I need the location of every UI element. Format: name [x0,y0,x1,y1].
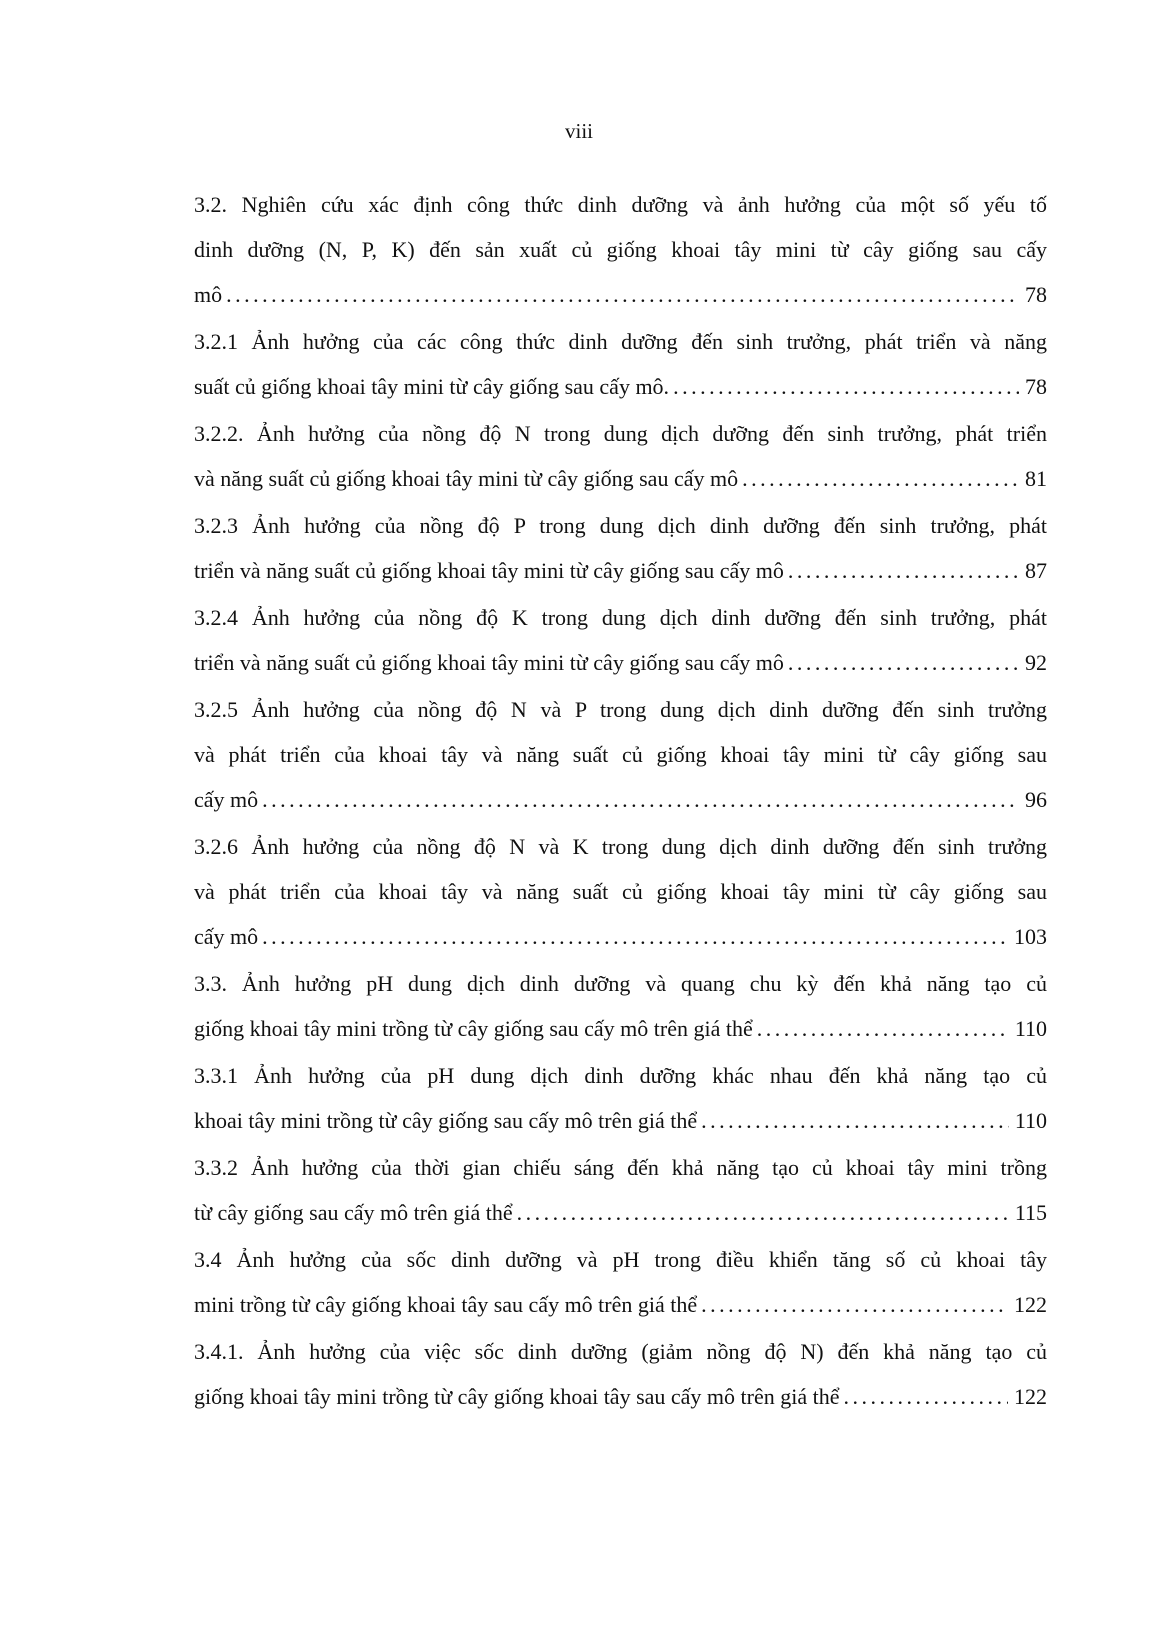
toc-entry-last-line [194,914,1047,959]
toc-entry-text: suất củ giống khoai tây mini từ cây giống sau cấy mô. [194,374,670,399]
toc-entry-line: dinh dưỡng (N, P, K) đến sản xuất củ giống khoai tây mini từ cây giống sau cấy [194,237,1047,262]
toc-entry-line: và phát triển của khoai tây và năng suất củ giống khoai tây mini từ cây giống sau [194,879,1047,904]
toc-entry[interactable] [194,595,1047,685]
toc-entry-line: 3.2.4 Ảnh hưởng của nồng độ K trong dung dịch dinh dưỡng đến sinh trưởng, phát [194,605,1047,630]
toc-entry-text: từ cây giống sau cấy mô trên giá thể [194,1200,513,1225]
toc-entry[interactable] [194,319,1047,409]
dot-leader [742,456,1019,501]
dot-leader [226,272,1019,317]
toc-entry-text: cấy mô [194,924,259,949]
toc-entry[interactable] [194,1053,1047,1143]
toc-page-number: 96 [1025,787,1047,812]
toc-entry-line: 3.3. Ảnh hưởng pH dung dịch dinh dưỡng và quang chu kỳ đến khả năng tạo củ [194,971,1047,996]
toc-entry-text: giống khoai tây mini trồng từ cây giống sau cấy mô trên giá thể [194,1016,753,1041]
toc-entry-last-line [194,364,1047,409]
toc-entry[interactable] [194,1329,1047,1419]
toc-entry[interactable] [194,1145,1047,1235]
toc-entry-line: 3.4.1. Ảnh hưởng của việc sốc dinh dưỡng (giảm nồng độ N) đến khả năng tạo củ [194,1339,1047,1364]
toc-entry-text: và năng suất củ giống khoai tây mini từ cây giống sau cấy mô [194,466,739,491]
toc-entry-line: 3.2.2. Ảnh hưởng của nồng độ N trong dung dịch dưỡng đến sinh trưởng, phát triển [194,421,1047,446]
toc-entry-text: mini trồng từ cây giống khoai tây sau cấy mô trên giá thể [194,1292,698,1317]
dot-leader [701,1282,1008,1327]
toc-page-number: 122 [1014,1384,1047,1409]
toc-entry-text: giống khoai tây mini trồng từ cây giống khoai tây sau cấy mô trên giá thể [194,1384,840,1409]
toc-page-number: 122 [1014,1292,1047,1317]
toc-page-number: 78 [1025,282,1047,307]
toc-entry-text: mô [194,282,223,307]
toc-entry-last-line [194,640,1047,685]
toc-entry-text: cấy mô [194,787,259,812]
toc-entry[interactable] [194,824,1047,959]
toc-page-number: 78 [1025,374,1047,399]
toc-entry-line: 3.2.5 Ảnh hưởng của nồng độ N và P trong dung dịch dinh dưỡng đến sinh trưởng [194,697,1047,722]
dot-leader [701,1098,1009,1143]
toc-page-number: 87 [1025,558,1047,583]
toc-entry-line: 3.3.1 Ảnh hưởng của pH dung dịch dinh dưỡng khác nhau đến khả năng tạo củ [194,1063,1047,1088]
toc-entry-text: khoai tây mini trồng từ cây giống sau cấy mô trên giá thể [194,1108,698,1133]
toc-entry-line: 3.2.1 Ảnh hưởng của các công thức dinh dưỡng đến sinh trưởng, phát triển và năng [194,329,1047,354]
toc-entry-line: 3.2.3 Ảnh hưởng của nồng độ P trong dung dịch dinh dưỡng đến sinh trưởng, phát [194,513,1047,538]
table-of-contents [194,182,1047,1421]
toc-entry-last-line [194,548,1047,593]
toc-entry[interactable] [194,411,1047,501]
toc-entry-text: triển và năng suất củ giống khoai tây mini từ cây giống sau cấy mô [194,558,784,583]
toc-entry-last-line [194,456,1047,501]
toc-entry[interactable] [194,1237,1047,1327]
toc-entry[interactable] [194,182,1047,317]
toc-entry-line: và phát triển của khoai tây và năng suất củ giống khoai tây mini từ cây giống sau [194,742,1047,767]
dot-leader [262,914,1008,959]
toc-page-number: 115 [1014,1200,1047,1225]
toc-entry-text: triển và năng suất củ giống khoai tây mini từ cây giống sau cấy mô [194,650,784,675]
toc-entry-line: 3.2. Nghiên cứu xác định công thức dinh dưỡng và ảnh hưởng của một số yếu tố [194,192,1047,217]
toc-entry-last-line [194,1098,1047,1143]
toc-entry-line: 3.3.2 Ảnh hưởng của thời gian chiếu sáng đến khả năng tạo củ khoai tây mini trồng [194,1155,1047,1180]
dot-leader [788,548,1019,593]
dot-leader [844,1374,1009,1419]
toc-entry[interactable] [194,687,1047,822]
toc-entry-last-line [194,1374,1047,1419]
toc-page-number: 110 [1014,1016,1047,1041]
dot-leader [517,1190,1009,1235]
toc-page-number: 92 [1025,650,1047,675]
toc-entry-line: 3.2.6 Ảnh hưởng của nồng độ N và K trong dung dịch dinh dưỡng đến sinh trưởng [194,834,1047,859]
toc-page-number: 110 [1014,1108,1047,1133]
toc-entry-last-line [194,1006,1047,1051]
toc-page-number: 81 [1025,466,1047,491]
toc-entry-last-line [194,777,1047,822]
dot-leader [788,640,1019,685]
dot-leader [673,364,1019,409]
toc-entry-line: 3.4 Ảnh hưởng của sốc dinh dưỡng và pH trong điều khiển tăng số củ khoai tây [194,1247,1047,1272]
toc-entry-last-line [194,272,1047,317]
dot-leader [262,777,1019,822]
toc-entry-last-line [194,1190,1047,1235]
toc-page-number: 103 [1014,924,1047,949]
toc-entry[interactable] [194,503,1047,593]
toc-entry-last-line [194,1282,1047,1327]
dot-leader [757,1006,1009,1051]
page-number: viii [564,119,593,143]
toc-entry[interactable] [194,961,1047,1051]
